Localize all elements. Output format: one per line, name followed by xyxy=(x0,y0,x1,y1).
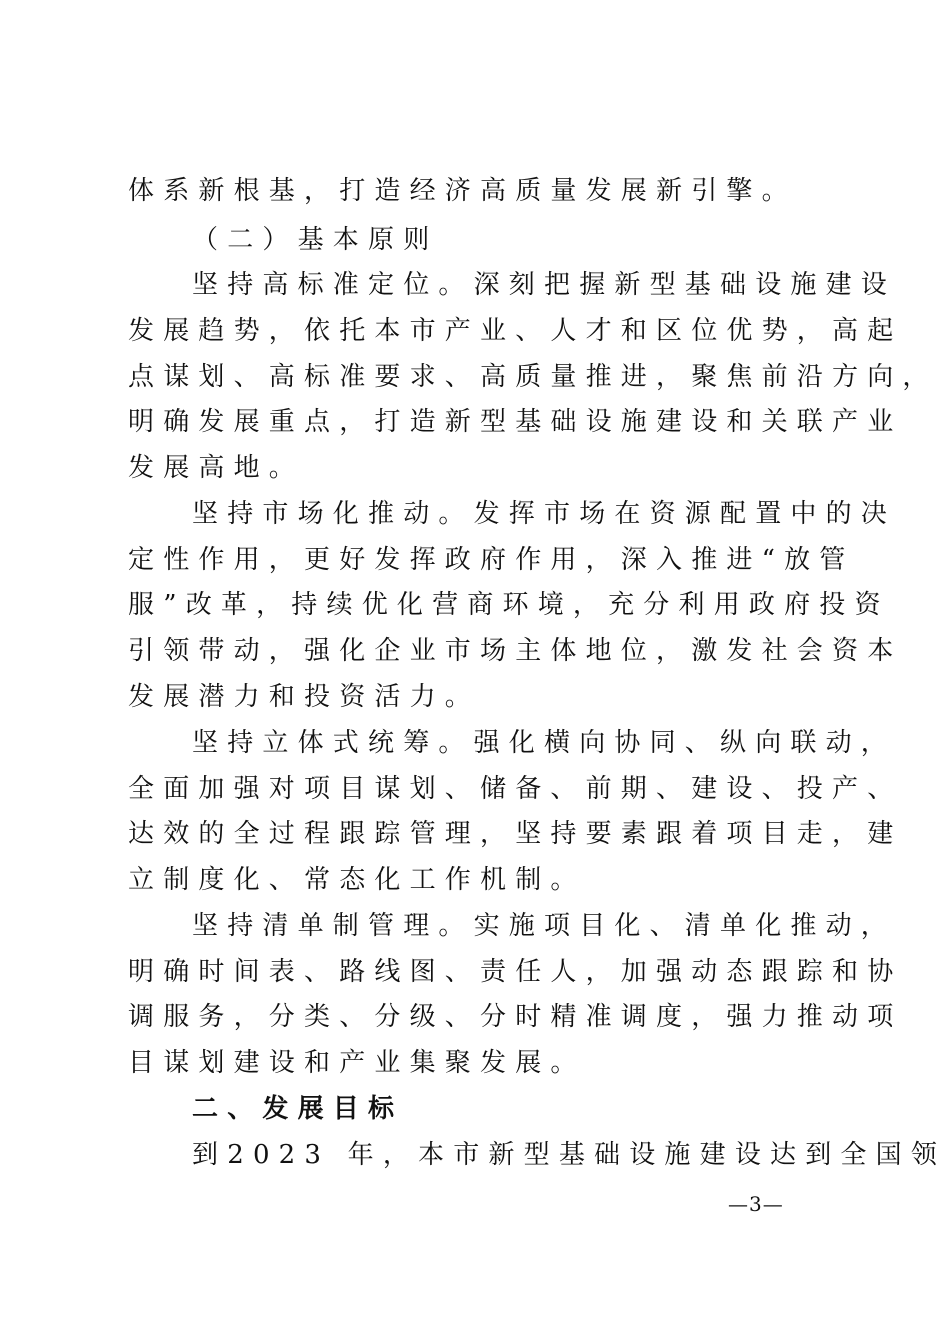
text-line: 坚持立体式统筹。强化横向协同、纵向联动， xyxy=(192,728,897,758)
text-line: 引领带动，强化企业市场主体地位，激发社会资本 xyxy=(128,636,903,666)
text-line: 坚持市场化推动。发挥市场在资源配置中的决 xyxy=(192,499,897,529)
text-line: 定性作用，更好发挥政府作用，深入推进“放管 xyxy=(128,545,855,575)
text-line: 到2023 年，本市新型基础设施建设达到全国领 xyxy=(192,1140,947,1170)
text-line: 服”改革，持续优化营商环境，充分利用政府投资 xyxy=(128,590,890,620)
text-line: 坚持清单制管理。实施项目化、清单化推动， xyxy=(192,911,897,941)
page-number: —3— xyxy=(728,1192,784,1216)
text-line: 发展潜力和投资活力。 xyxy=(128,682,481,712)
text-line: 点谋划、高标准要求、高质量推进，聚焦前沿方向， xyxy=(128,362,938,392)
section-heading-basic-principles: （二）基本原则 xyxy=(192,225,439,255)
text-line: 调服务，分类、分级、分时精准调度，强力推动项 xyxy=(128,1002,903,1032)
text-line: 体系新根基，打造经济高质量发展新引擎。 xyxy=(128,176,797,206)
section-heading-development-goals: 二、发展目标 xyxy=(192,1094,404,1124)
text-line: 明确时间表、路线图、责任人，加强动态跟踪和协 xyxy=(128,957,903,987)
text-line: 立制度化、常态化工作机制。 xyxy=(128,865,586,895)
text-line: 发展高地。 xyxy=(128,453,305,483)
text-line: 坚持高标准定位。深刻把握新型基础设施建设 xyxy=(192,270,897,300)
text-line: 明确发展重点，打造新型基础设施建设和关联产业 xyxy=(128,407,903,437)
text-line: 发展趋势，依托本市产业、人才和区位优势，高起 xyxy=(128,316,903,346)
text-line: 目谋划建设和产业集聚发展。 xyxy=(128,1048,586,1078)
text-line: 全面加强对项目谋划、储备、前期、建设、投产、 xyxy=(128,774,903,804)
text-line: 达效的全过程跟踪管理，坚持要素跟着项目走，建 xyxy=(128,819,903,849)
